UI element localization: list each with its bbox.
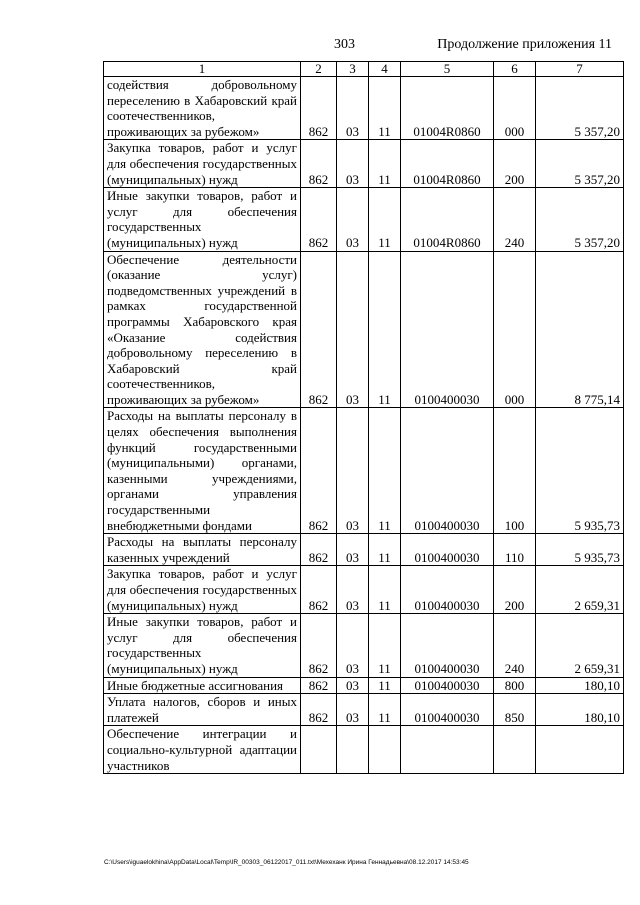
row-rz: 03	[337, 408, 369, 534]
row-grbs: 862	[301, 694, 337, 726]
row-name: Иные закупки товаров, работ и услуг для обеспечения государственных (муниципальных) нужд	[104, 188, 301, 251]
column-header: 2	[301, 62, 337, 77]
table-row	[104, 726, 624, 774]
row-vr: 000	[494, 251, 536, 408]
row-vr: 110	[494, 534, 536, 566]
row-csr	[401, 726, 494, 774]
row-rz: 03	[337, 534, 369, 566]
row-rz: 03	[337, 251, 369, 408]
row-name: Обеспечение деятельности (оказание услуг) подведомственных учреждений в рамках государственной программы Хабаровского края «Оказание содействия добровольному переселению в Хабаровский край соотечественников, проживающих за рубежом»	[104, 251, 301, 408]
row-amount: 2 659,31	[536, 614, 624, 677]
row-amount: 5 935,73	[536, 408, 624, 534]
table-row	[104, 77, 624, 140]
column-header: 1	[104, 62, 301, 77]
column-header: 6	[494, 62, 536, 77]
row-rz: 03	[337, 614, 369, 677]
row-vr	[494, 726, 536, 774]
row-rz: 03	[337, 140, 369, 188]
table-header-row	[104, 62, 624, 77]
row-csr: 0100400030	[401, 677, 494, 694]
table-row	[104, 534, 624, 566]
row-rz: 03	[337, 677, 369, 694]
row-name: Обеспечение интеграции и социально-культурной адаптации участников	[104, 726, 301, 774]
row-csr: 0100400030	[401, 694, 494, 726]
row-grbs: 862	[301, 140, 337, 188]
row-csr: 01004R0860	[401, 188, 494, 251]
row-amount: 5 357,20	[536, 77, 624, 140]
row-name: Уплата налогов, сборов и иных платежей	[104, 694, 301, 726]
table-row	[104, 251, 624, 408]
table-row	[104, 188, 624, 251]
row-amount: 5 357,20	[536, 188, 624, 251]
row-pr: 11	[369, 251, 401, 408]
row-csr: 01004R0860	[401, 140, 494, 188]
row-pr: 11	[369, 408, 401, 534]
row-rz: 03	[337, 77, 369, 140]
row-csr: 0100400030	[401, 251, 494, 408]
table-row	[104, 614, 624, 677]
row-pr: 11	[369, 140, 401, 188]
row-grbs: 862	[301, 251, 337, 408]
row-pr: 11	[369, 77, 401, 140]
row-grbs: 862	[301, 534, 337, 566]
row-grbs	[301, 726, 337, 774]
budget-table	[103, 61, 624, 774]
row-amount	[536, 726, 624, 774]
row-grbs: 862	[301, 77, 337, 140]
row-name: Расходы на выплаты персоналу казенных учреждений	[104, 534, 301, 566]
row-vr: 240	[494, 188, 536, 251]
row-rz: 03	[337, 566, 369, 614]
row-csr: 0100400030	[401, 614, 494, 677]
row-vr: 100	[494, 408, 536, 534]
row-csr: 0100400030	[401, 408, 494, 534]
row-grbs: 862	[301, 614, 337, 677]
row-name: Иные бюджетные ассигнования	[104, 677, 301, 694]
row-pr: 11	[369, 188, 401, 251]
table-row	[104, 140, 624, 188]
table-row	[104, 677, 624, 694]
row-name: Закупка товаров, работ и услуг для обеспечения государственных (муниципальных) нужд	[104, 566, 301, 614]
row-grbs: 862	[301, 566, 337, 614]
row-amount: 180,10	[536, 677, 624, 694]
row-vr: 850	[494, 694, 536, 726]
row-rz: 03	[337, 694, 369, 726]
column-header: 7	[536, 62, 624, 77]
appendix-continuation-label: Продолжение приложения 11	[437, 37, 612, 52]
row-grbs: 862	[301, 408, 337, 534]
row-grbs: 862	[301, 188, 337, 251]
row-amount: 180,10	[536, 694, 624, 726]
table-row	[104, 566, 624, 614]
row-name: содействия добровольному переселению в Хабаровский край соотечественников, проживающих за рубежом»	[104, 77, 301, 140]
column-header: 4	[369, 62, 401, 77]
page-number: 303	[334, 37, 355, 52]
column-header: 5	[401, 62, 494, 77]
row-name: Иные закупки товаров, работ и услуг для обеспечения государственных (муниципальных) нужд	[104, 614, 301, 677]
row-vr: 800	[494, 677, 536, 694]
row-pr: 11	[369, 614, 401, 677]
row-csr: 01004R0860	[401, 77, 494, 140]
row-rz: 03	[337, 188, 369, 251]
row-rz	[337, 726, 369, 774]
row-amount: 8 775,14	[536, 251, 624, 408]
row-amount: 5 935,73	[536, 534, 624, 566]
document-footer-path: C:\Users\iguaelokhina\AppData\Local\Temp\IR_00303_06122017_011.txt\Мехеханк Ирина Геннадьевна\08.12.2017 14:53:45	[104, 859, 469, 866]
row-name: Закупка товаров, работ и услуг для обеспечения государственных (муниципальных) нужд	[104, 140, 301, 188]
row-grbs: 862	[301, 677, 337, 694]
row-pr: 11	[369, 534, 401, 566]
row-csr: 0100400030	[401, 534, 494, 566]
row-pr	[369, 726, 401, 774]
row-name: Расходы на выплаты персоналу в целях обеспечения выполнения функций государственными (муниципальными) органами, казенными учреждениями, органами управления государственными внебюджетными фондами	[104, 408, 301, 534]
row-vr: 200	[494, 566, 536, 614]
table-row	[104, 408, 624, 534]
row-amount: 2 659,31	[536, 566, 624, 614]
row-vr: 000	[494, 77, 536, 140]
row-vr: 240	[494, 614, 536, 677]
row-pr: 11	[369, 677, 401, 694]
row-pr: 11	[369, 694, 401, 726]
row-vr: 200	[494, 140, 536, 188]
row-pr: 11	[369, 566, 401, 614]
table-row	[104, 694, 624, 726]
row-csr: 0100400030	[401, 566, 494, 614]
column-header: 3	[337, 62, 369, 77]
row-amount: 5 357,20	[536, 140, 624, 188]
